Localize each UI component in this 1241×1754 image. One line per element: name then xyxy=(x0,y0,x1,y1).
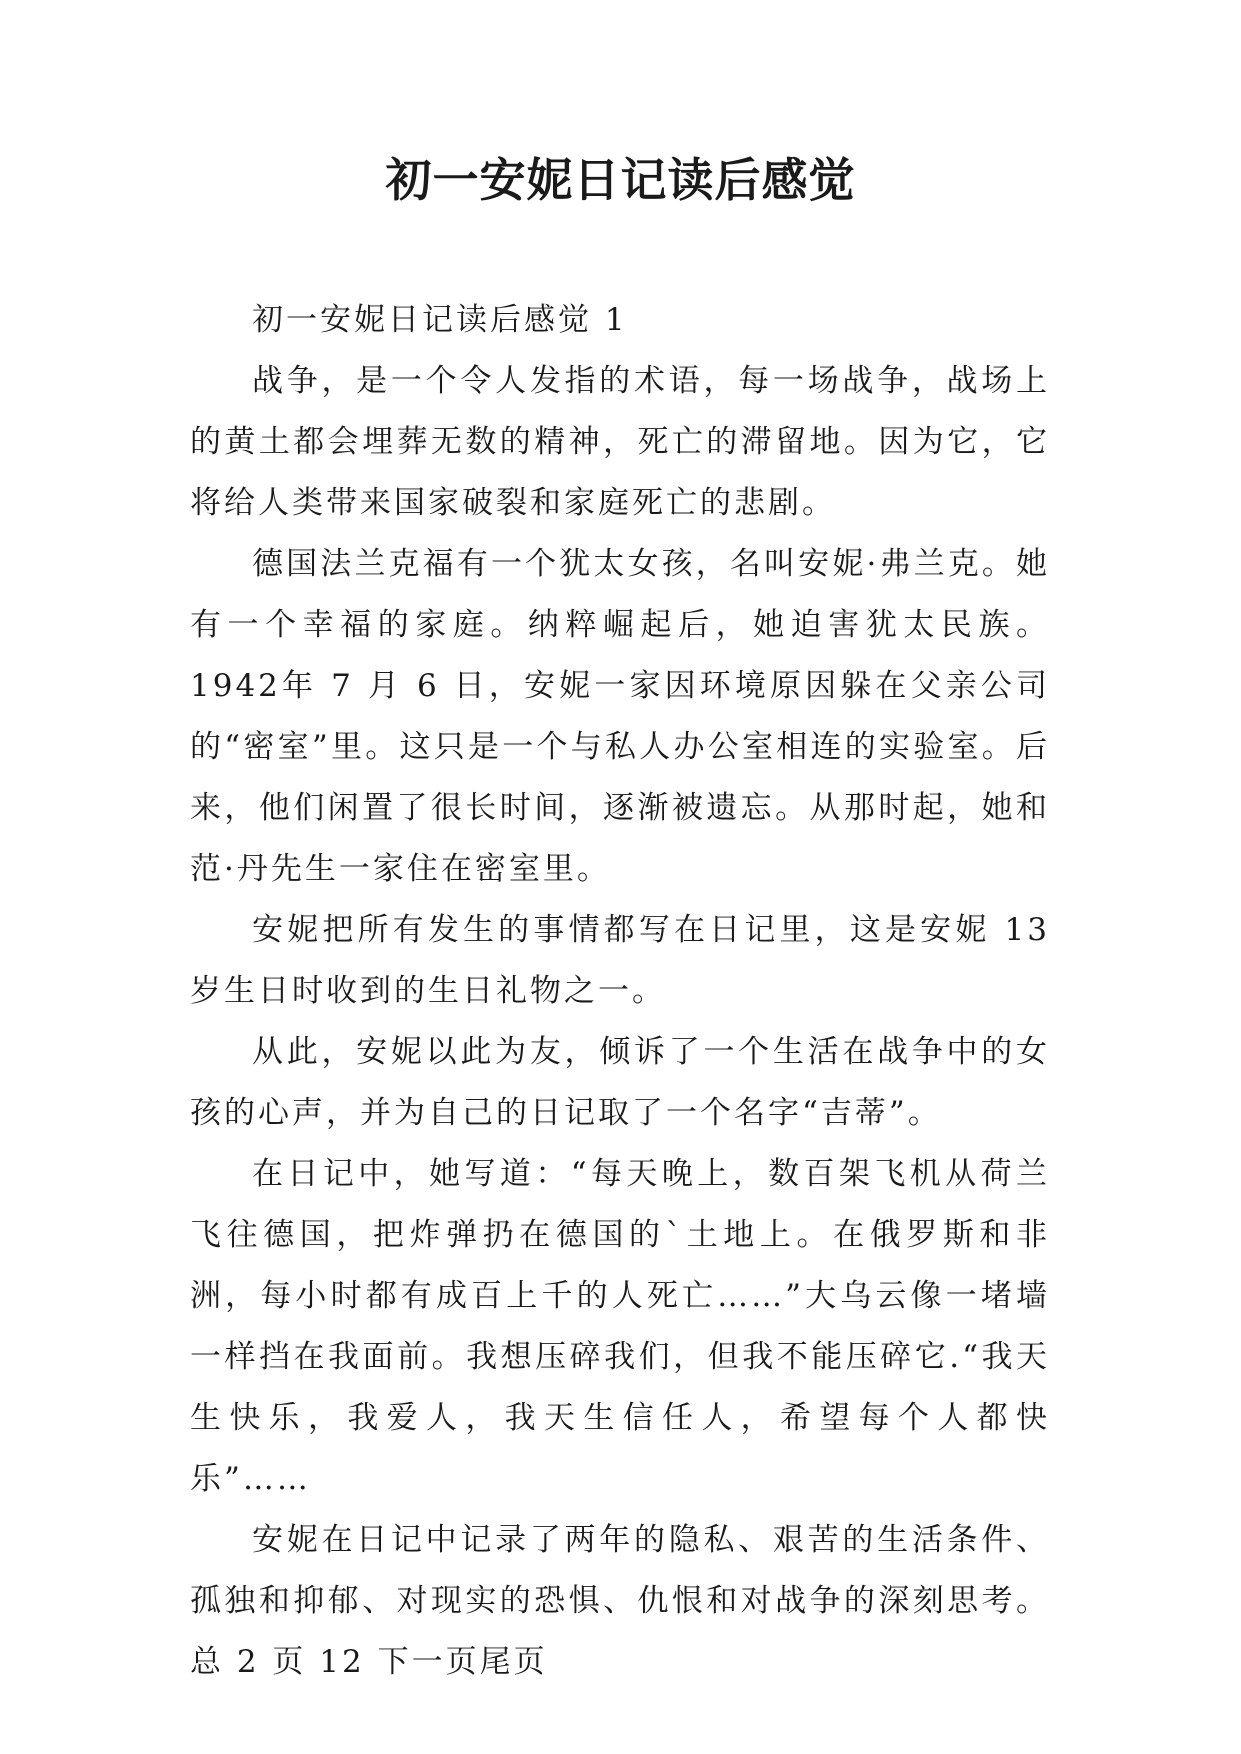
paragraph: 从此，安妮以此为友，倾诉了一个生活在战争中的女孩的心声，并为自己的日记取了一个名字“吉蒂”。 xyxy=(190,1034,1050,1131)
document-title: 初一安妮日记读后感觉 xyxy=(385,153,856,207)
paragraph: 战争，是一个令人发指的术语，每一场战争，战场上的黄土都会埋葬无数的精神，死亡的滞留地。因为它，它将给人类带来国家破裂和家庭死亡的悲剧。 xyxy=(190,363,1050,521)
paragraph: 德国法兰克福有一个犹太女孩，名叫安妮·弗兰克。她有一个幸福的家庭。纳粹崛起后，她迫害犹太民族。1942年 7 月 6 日，安妮一家因环境原因躲在父亲公司的“密室”里。这只是一个与私人办公室相连的实验室。后来，他们闲置了很长时间，逐渐被遗忘。从那时起，她和范·丹先生一家住在密室里。 xyxy=(190,546,1050,887)
paragraph-heading: 初一安妮日记读后感觉 1 xyxy=(252,302,628,338)
paragraph: 安妮把所有发生的事情都写在日记里，这是安妮 13 岁生日时收到的生日礼物之一。 xyxy=(190,912,1050,1009)
paragraph: 在日记中，她写道：“每天晚上，数百架飞机从荷兰飞往德国，把炸弹扔在德国的`土地上。在俄罗斯和非洲，每小时都有成百上千的人死亡……”大乌云像一堵墙一样挡在我面前。我想压碎我们，但我不能压碎它.“我天生快乐，我爱人，我天生信任人，希望每个人都快乐”…… xyxy=(190,1156,1050,1497)
paragraph: 安妮在日记中记录了两年的隐私、艰苦的生活条件、孤独和抑郁、对现实的恐惧、仇恨和对战争的深刻思考。 总 2 页 12 下一页尾页 xyxy=(190,1522,1050,1680)
document-body xyxy=(190,290,1050,1693)
